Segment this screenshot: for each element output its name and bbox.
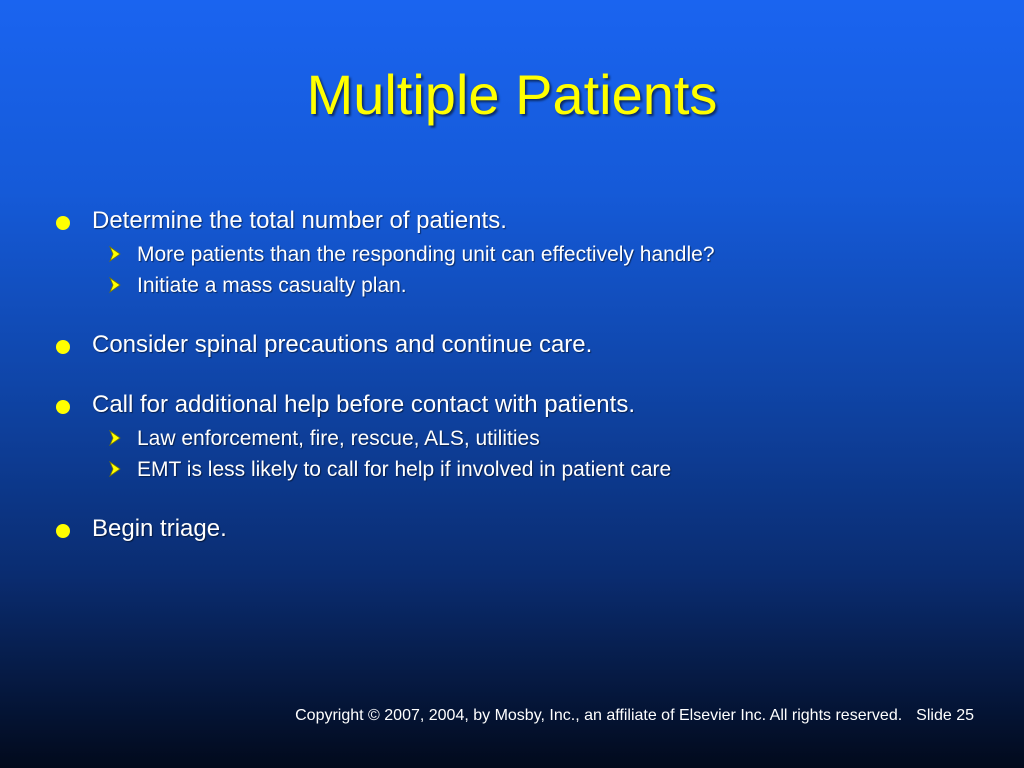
bullet-dot-icon — [56, 216, 70, 230]
sub-bullet-text: More patients than the responding unit can effectively handle? — [137, 243, 715, 266]
arrow-bullet-icon — [106, 275, 126, 295]
sub-bullet-item — [92, 271, 994, 302]
sub-bullet-text: Law enforcement, fire, rescue, ALS, utilities — [137, 427, 540, 450]
bullet-item — [54, 328, 994, 362]
bullet-dot-icon — [56, 400, 70, 414]
bullet-text: Call for additional help before contact with patients. — [92, 391, 635, 418]
sub-bullet-item — [92, 240, 994, 271]
sub-bullet-text: Initiate a mass casualty plan. — [137, 274, 407, 297]
bullet-text: Consider spinal precautions and continue care. — [92, 331, 593, 358]
arrow-bullet-icon — [106, 428, 126, 448]
slide-number: Slide 25 — [916, 707, 974, 724]
sub-bullet-text: EMT is less likely to call for help if involved in patient care — [137, 458, 672, 481]
bullet-text: Determine the total number of patients. — [92, 207, 507, 234]
sub-bullet-list — [92, 424, 994, 486]
bullet-item — [54, 512, 994, 546]
bullet-list — [54, 204, 994, 568]
bullet-dot-icon — [56, 340, 70, 354]
slide-title: Multiple Patients — [306, 63, 718, 126]
sub-bullet-list — [92, 240, 994, 302]
bullet-text: Begin triage. — [92, 515, 227, 542]
sub-bullet-item — [92, 455, 994, 486]
slide-footer — [0, 704, 974, 728]
bullet-dot-icon — [56, 524, 70, 538]
sub-bullet-item — [92, 424, 994, 455]
copyright-text: Copyright © 2007, 2004, by Mosby, Inc., an affiliate of Elsevier Inc. All rights reserved. — [295, 707, 903, 724]
arrow-bullet-icon — [106, 244, 126, 264]
bullet-item — [54, 388, 994, 486]
bullet-item — [54, 204, 994, 302]
arrow-bullet-icon — [106, 459, 126, 479]
